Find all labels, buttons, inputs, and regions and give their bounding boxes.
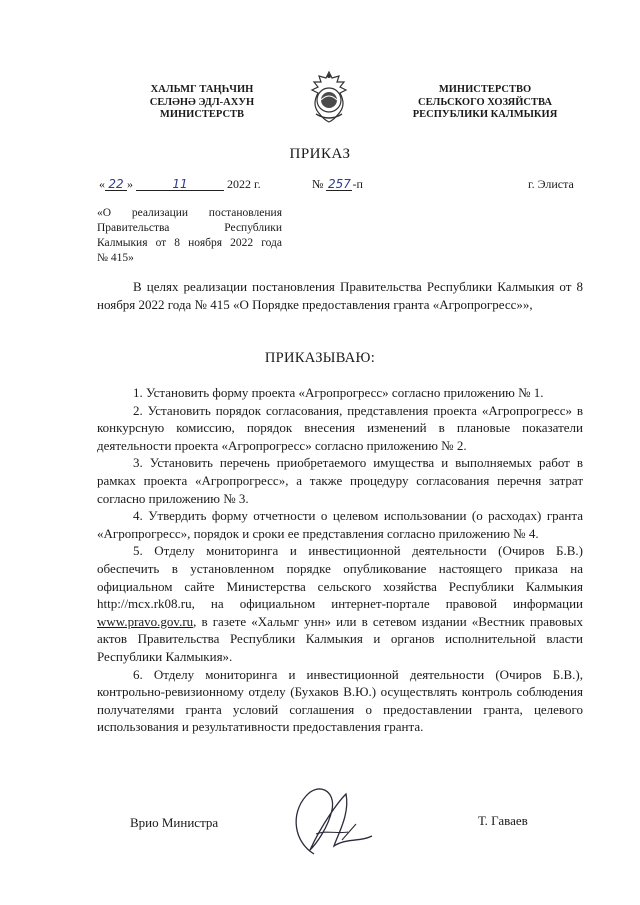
header-right-russian: [400, 84, 570, 122]
order-heading: ПРИКАЗЫВАЮ:: [264, 350, 376, 366]
order-item-4: 4. Утвердить форму отчетности о целевом использовании (о расходах) гранта «Агропрогресс», порядок и сроки ее представления согласно приложению № 4.: [97, 508, 583, 541]
number-suffix: -п: [352, 177, 363, 191]
header-left-line: СЕЛӘНӘ ЭДЛ-АХУН: [149, 96, 255, 108]
subject-line: Правительства Республики: [97, 222, 282, 234]
subject-line: Калмыкия от 8 ноября 2022 года: [97, 237, 282, 249]
order-item-1: 1. Установить форму проекта «Агропрогресс» согласно приложению № 1.: [133, 385, 544, 400]
date-day: 22: [105, 178, 127, 191]
header-right-line: РЕСПУБЛИКИ КАЛМЫКИЯ: [412, 109, 558, 120]
number-prefix: №: [312, 177, 324, 191]
order-city: г. Элиста: [528, 177, 574, 191]
header-left-line: МИНИСТЕРСТВ: [159, 109, 245, 120]
order-item-3: 3. Установить перечень приобретаемого имущества и выполняемых работ в рамках проекта «Агропрогресс», а также процедуру согласования перечня затрат согласно приложению № 3.: [97, 455, 583, 506]
preamble: В целях реализации постановления Правительства Республики Калмыкия от 8 ноября 2022 года № 415 «О Порядке предоставления гранта «Агропрогресс»»,: [97, 279, 583, 312]
order-subject: [97, 206, 282, 266]
header-right-line: СЕЛЬСКОГО ХОЗЯЙСТВА: [418, 96, 552, 108]
pravo-link[interactable]: www.pravo.gov.ru: [97, 613, 194, 629]
order-number: [312, 177, 363, 192]
kalmykia-emblem-icon: [306, 70, 352, 124]
item5-text-b: , в газете «Хальмг унн» или в сетевом издании «Вестник правовых актов Правительства Республики Калмыкия и органов исполнительной власти Республики Калмыкия».: [97, 613, 583, 664]
document-title: ПРИКАЗ: [289, 146, 351, 162]
date-year: 2022 г.: [227, 177, 261, 191]
order-date: « 22 » 11 2022 г.: [99, 177, 261, 191]
subject-line: № 415»: [97, 252, 134, 264]
header-left-kalmyk: [117, 84, 287, 122]
header-right-line: МИНИСТЕРСТВО: [438, 84, 532, 95]
order-item-2: 2. Установить порядок согласования, представления проекта «Агропрогресс» в конкурсную комиссию, порядок внесения изменений в плановые показатели деятельности проекта «Агропрогресс» согласно приложению № 2.: [97, 402, 583, 453]
signer-name: Т. Гаваев: [478, 813, 528, 828]
subject-line: «О реализации постановления: [97, 207, 282, 219]
order-items: [97, 384, 583, 736]
signer-role: Врио Министра: [130, 815, 219, 830]
header-left-line: ХАЛЬМГ ТАҢҺЧИН: [150, 84, 254, 95]
date-month: 11: [136, 178, 224, 191]
order-item-6: 6. Отделу мониторинга и инвестиционной деятельности (Очиров Б.В.), контрольно-ревизионному отделу (Бухаков В.Ю.) осуществлять контроль соблюдения получателями гранта условий соглашения о предоставлении гранта, целевого использования и результативности предоставления гранта.: [97, 666, 583, 735]
handwritten-signature: [276, 784, 376, 864]
number-value: 257: [328, 177, 351, 191]
item5-text-a: 5. Отделу мониторинга и инвестиционной деятельности (Очиров Б.В.) обеспечить в установленном порядке опубликование настоящего приказа на официальном сайте Министерства сельского хозяйства Республики Калмыкия http://mcx.rk08.ru, на официальном интернет-портале правовой информации: [97, 543, 583, 612]
order-item-5: [97, 542, 583, 665]
